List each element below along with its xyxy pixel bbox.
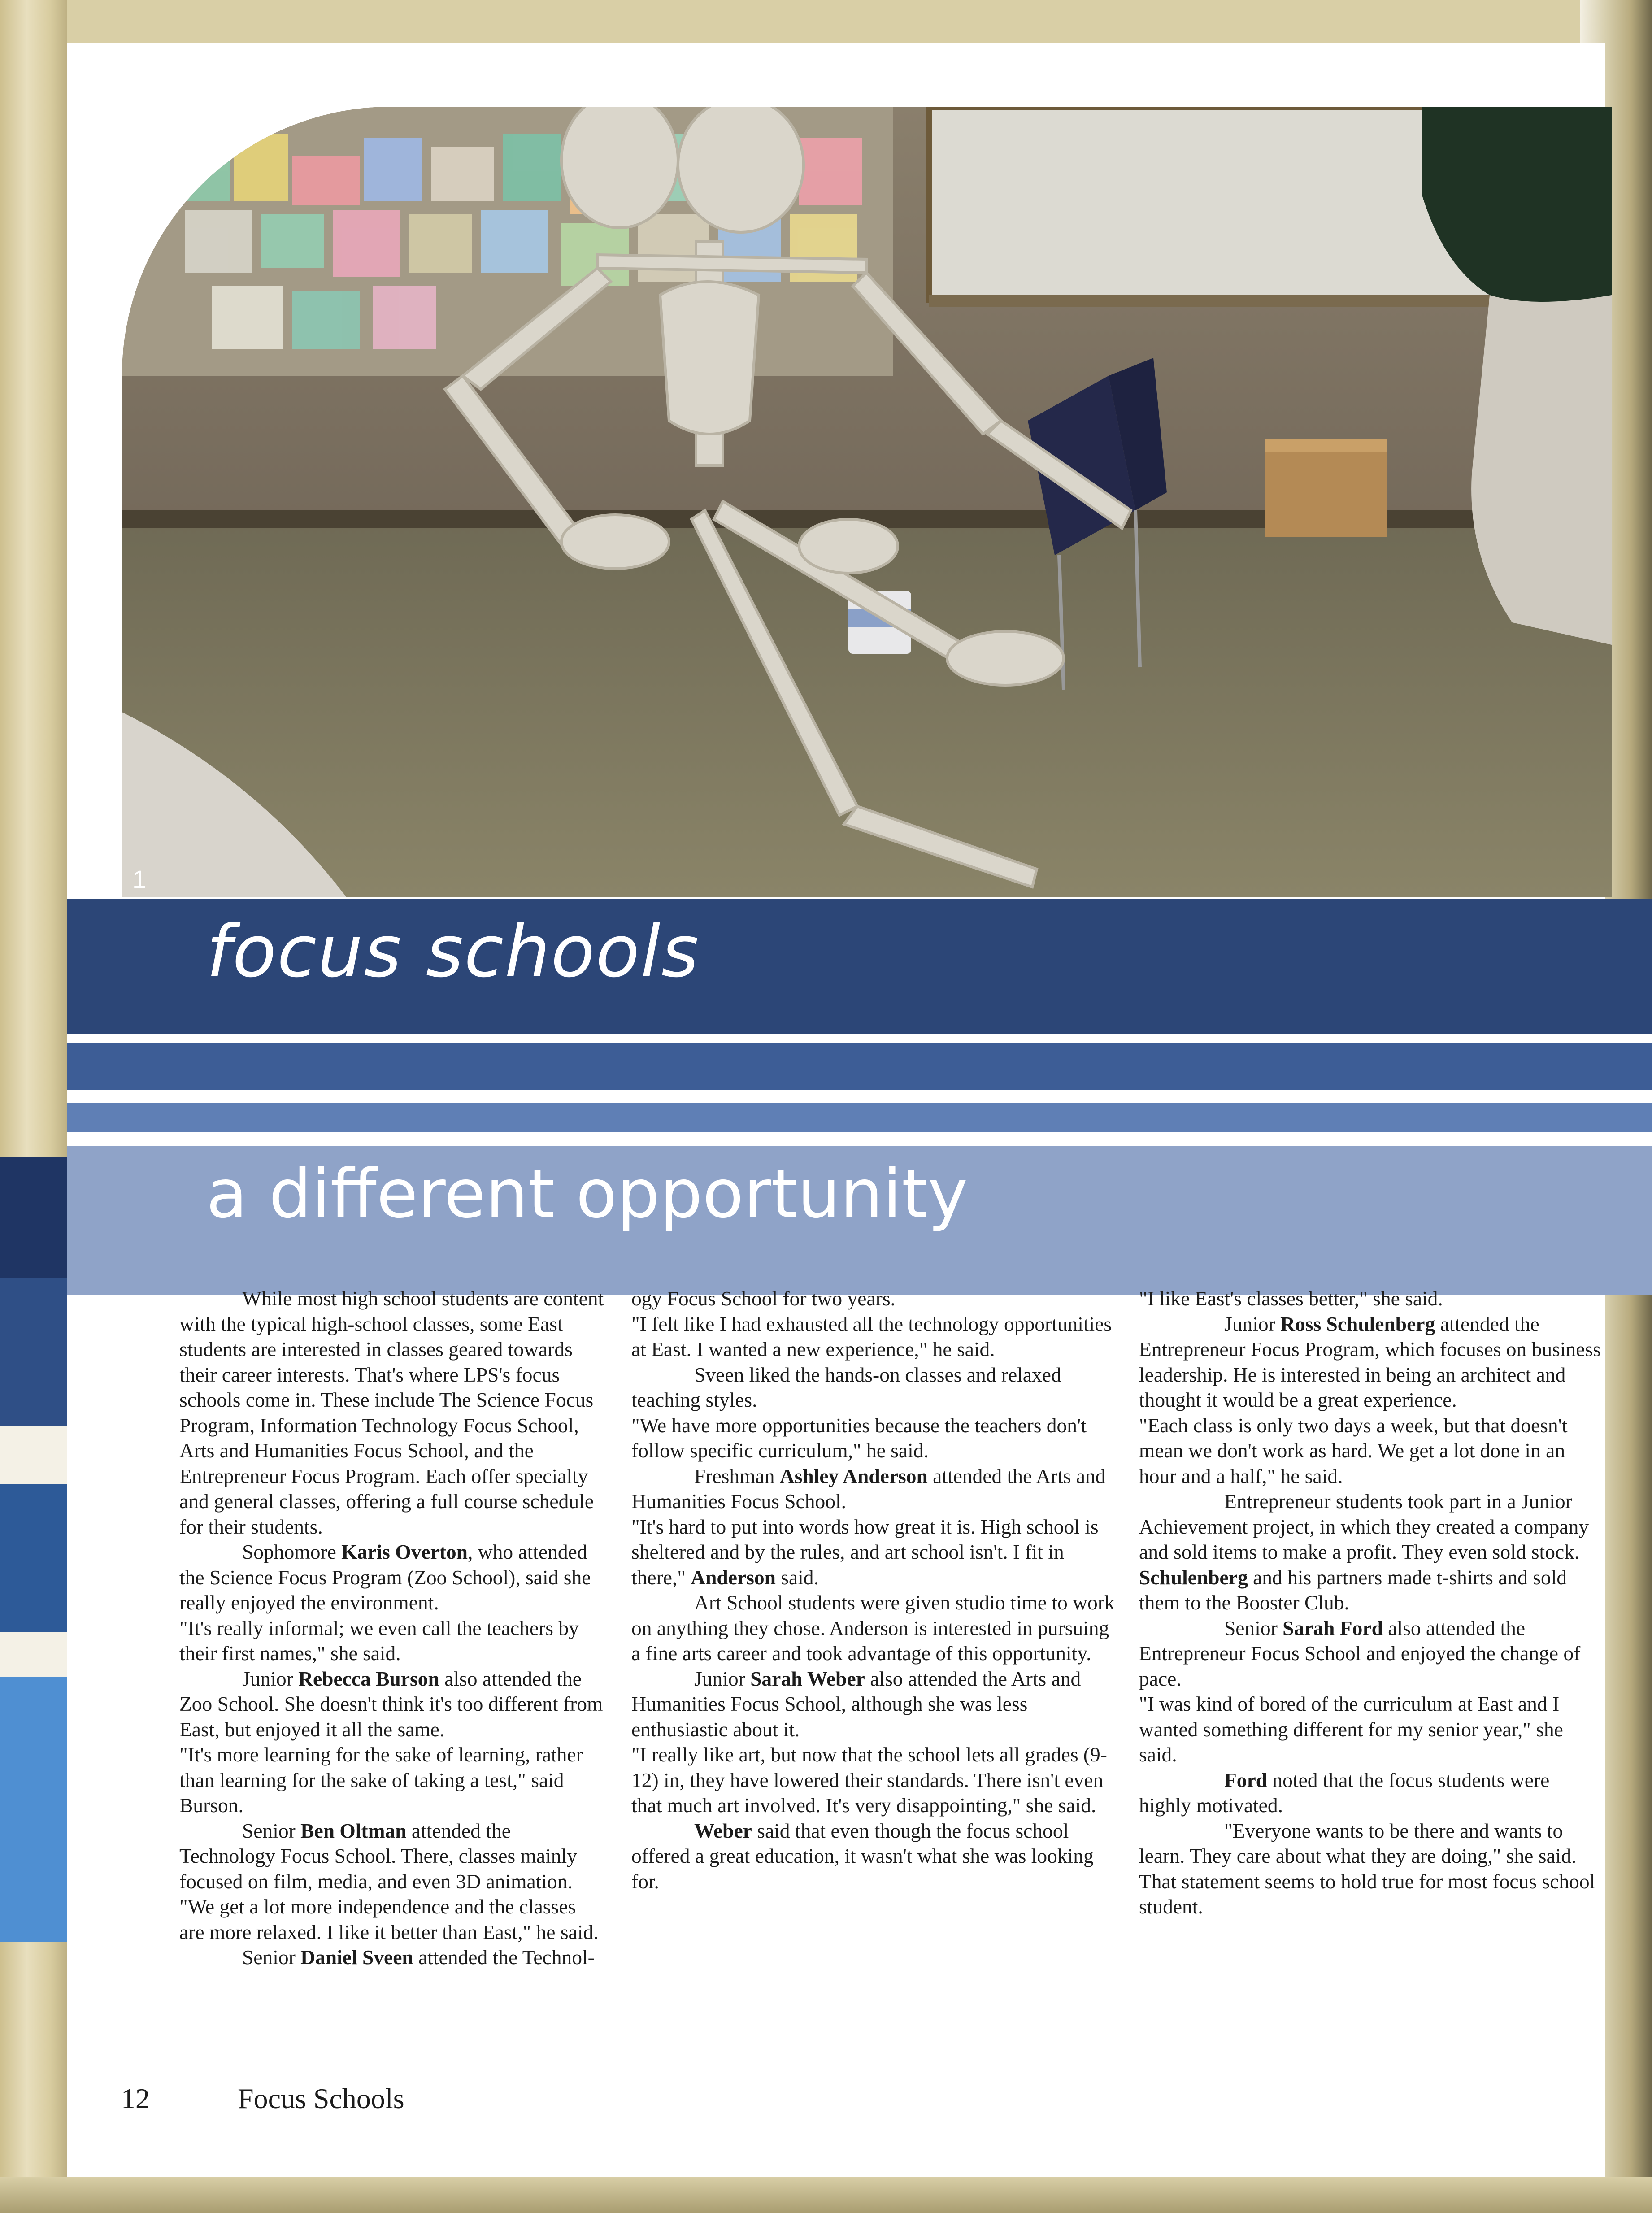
paragraph-text: Entrepreneur students took part in a Junior Achievement project, in which they created a company and sold items to make a profit. They even sold stock. [1139, 1490, 1589, 1563]
paragraph-text: "We get a lot more independence and the classes are more relaxed. I like it better than East," he said. [179, 1895, 599, 1943]
article-paragraph [1139, 1489, 1605, 1616]
paragraph-text: and his partners made t-shirts and sold them to the Booster Club. [1139, 1565, 1567, 1614]
article-paragraph [179, 1616, 605, 1666]
section-name: Focus Schools [238, 2083, 404, 2114]
student-name: Ashley Anderson [779, 1464, 928, 1487]
article-column-1 [179, 1286, 605, 1970]
page-number: 12 [121, 2083, 150, 2114]
article-paragraph [631, 1514, 1116, 1591]
article-paragraph [631, 1818, 1116, 1895]
student-name: Ross Schulenberg [1280, 1312, 1435, 1335]
photo-number: 1 [132, 865, 147, 893]
book-binding-bottom [0, 2177, 1652, 2213]
article-paragraph [1139, 1286, 1605, 1312]
article-paragraph [631, 1286, 1116, 1312]
paragraph-text: Art School students were given studio time to work on anything they chose. Anderson is interested in pursuing a fine arts career and took advantage of this opportunity. [631, 1591, 1115, 1665]
paragraph-text: attended the Arts and Humanities Focus School. [631, 1464, 1106, 1513]
paragraph-text: , who attended the Science Focus Program (Zoo School), said she really enjoyed the environment. [179, 1540, 591, 1614]
article-paragraph [179, 1666, 605, 1743]
paragraph-text: "We have more opportunities because the teachers don't follow specific curriculum," he said. [631, 1413, 1087, 1462]
article-paragraph [179, 1818, 605, 1895]
paragraph-text: "I really like art, but now that the school lets all grades (9-12) in, they have lowered their standards. There isn't even that much art involved. It's very disappointing," she said. [631, 1743, 1107, 1817]
paragraph-text: "It's really informal; we even call the teachers by their first names," she said. [179, 1616, 579, 1665]
paragraph-text: Senior [1224, 1616, 1283, 1639]
stripe-2 [67, 1043, 1652, 1090]
article-paragraph [179, 1286, 605, 1539]
paragraph-text: Junior [1224, 1312, 1281, 1335]
student-name: Weber [694, 1819, 752, 1842]
article-paragraph [631, 1362, 1116, 1413]
student-name: Schulenberg [1139, 1565, 1248, 1589]
student-name: Rebecca Burson [298, 1667, 439, 1690]
student-name: Ben Oltman [300, 1819, 407, 1842]
paragraph-text: also attended the Arts and Humanities Focus School, although she was less enthusiastic about it. [631, 1667, 1081, 1741]
paragraph-text: "Everyone wants to be there and wants to learn. They care about what they are doing," she said. That statement seems to hold true for most focus school student. [1139, 1819, 1595, 1918]
paragraph-text: also attended the Zoo School. She doesn't think it's too different from East, but enjoyed it all the same. [179, 1667, 603, 1741]
paragraph-text: Junior [694, 1667, 751, 1690]
spine-color-stripes [0, 1157, 67, 1942]
paragraph-text: "I like East's classes better," she said. [1139, 1287, 1443, 1310]
paragraph-text: said. [775, 1565, 819, 1589]
paragraph-text: attended the Technology Focus School. There, classes mainly focused on film, media, and even 3D animation. [179, 1819, 577, 1893]
student-name: Karis Overton [341, 1540, 468, 1563]
student-name: Sarah Ford [1282, 1616, 1383, 1639]
article-paragraph [631, 1742, 1116, 1818]
paragraph-text: said that even though the focus school offered a great education, it wasn't what she was looking for. [631, 1819, 1094, 1893]
paragraph-text: "I felt like I had exhausted all the technology opportunities at East. I wanted a new experience," he said. [631, 1312, 1112, 1361]
page-title: focus schools [206, 909, 700, 993]
article-paragraph [631, 1666, 1116, 1743]
article-paragraph [1139, 1312, 1605, 1413]
article-paragraph [1139, 1616, 1605, 1692]
article-paragraph [631, 1312, 1116, 1362]
student-name: Daniel Sveen [300, 1946, 413, 1969]
paragraph-text: attended the Entrepreneur Focus Program, which focuses on business leadership. He is interested in being an architect and thought it would be a great experience. [1139, 1312, 1601, 1411]
stripe-1 [67, 1034, 1652, 1043]
paragraph-text: Sophomore [242, 1540, 342, 1563]
classroom-skeleton-photo [122, 107, 1612, 897]
article-paragraph [179, 1945, 605, 1970]
article-paragraph [1139, 1768, 1605, 1818]
article-paragraph [631, 1464, 1116, 1514]
article-paragraph [179, 1539, 605, 1616]
stripe-3 [67, 1090, 1652, 1103]
paragraph-text: attended the Technol- [413, 1946, 595, 1969]
article-paragraph [1139, 1413, 1605, 1489]
article-paragraph [631, 1590, 1116, 1666]
paragraph-text: Junior [242, 1667, 299, 1690]
student-name: Anderson [691, 1565, 776, 1589]
paragraph-text: Sveen liked the hands-on classes and relaxed teaching styles. [631, 1363, 1061, 1411]
paragraph-text: Senior [242, 1819, 301, 1842]
student-name: Sarah Weber [750, 1667, 865, 1690]
article-paragraph [179, 1742, 605, 1818]
article-paragraph [1139, 1691, 1605, 1768]
paragraph-text: While most high school students are content with the typical high-school classes, some East students are interested in classes geared towards their career interests. That's where LPS's focus schools come in. These include The Science Focus Program, Information Technology Focus School, Arts and Humanities Focus School, and the Entrepreneur Focus Program. Each offer specialty and general classes, offering a full course schedule for their students. [179, 1287, 604, 1538]
paragraph-text: "Each class is only two days a week, but that doesn't mean we don't work as hard. We get a lot done in an hour and a half," he said. [1139, 1413, 1568, 1487]
article-column-3 [1139, 1286, 1605, 1920]
article-paragraph [1139, 1818, 1605, 1920]
paragraph-text: "I was kind of bored of the curriculum at East and I wanted something different for my senior year," she said. [1139, 1692, 1563, 1766]
article-column-2 [631, 1286, 1116, 1894]
paragraph-text: Freshman [694, 1464, 780, 1487]
paragraph-text: "It's hard to put into words how great it is. High school is sheltered and by the rules, and art school isn't. I fit in there," [631, 1515, 1099, 1589]
article-paragraph [631, 1413, 1116, 1464]
paragraph-text: "It's more learning for the sake of learning, rather than learning for the sake of taking a test," said Burson. [179, 1743, 583, 1817]
stripe-4 [67, 1103, 1652, 1132]
paragraph-text: Senior [242, 1946, 301, 1969]
article-paragraph [179, 1894, 605, 1945]
paragraph-text: also attended the Entrepreneur Focus School and enjoyed the change of pace. [1139, 1616, 1581, 1690]
paragraph-text: ogy Focus School for two years. [631, 1287, 896, 1310]
stripe-5 [67, 1132, 1652, 1146]
student-name: Ford [1224, 1768, 1268, 1791]
page-subtitle: a different opportunity [206, 1155, 968, 1233]
paragraph-text: noted that the focus students were highly motivated. [1139, 1768, 1550, 1817]
